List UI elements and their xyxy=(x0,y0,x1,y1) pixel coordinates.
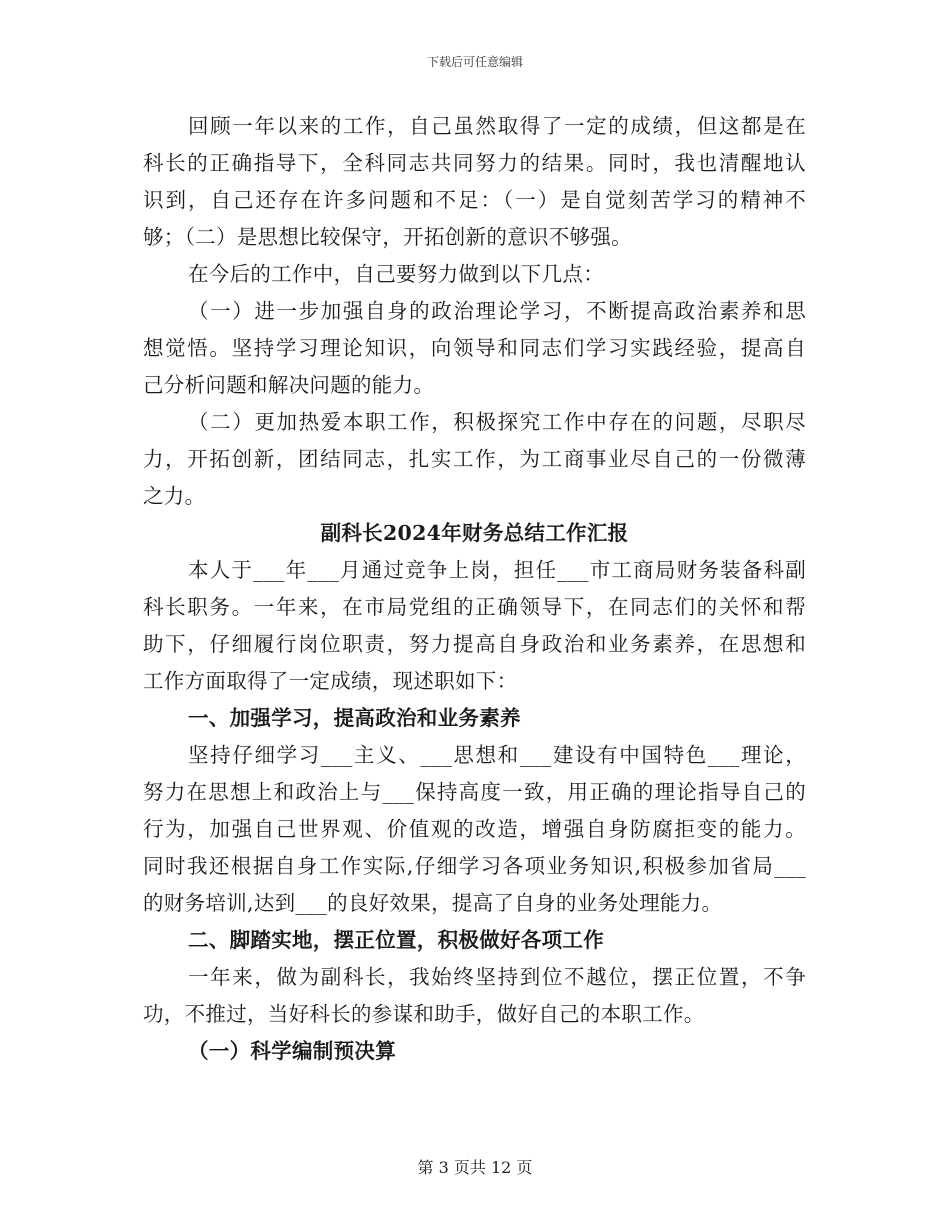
text-line: 科长职务。一年来，在市局党组的正确领导下，在同志们的关怀和帮 xyxy=(143,595,806,619)
section-title: 副科长2024年财务总结工作汇报 xyxy=(320,521,629,545)
text-line: 本人于___年___月通过竞争上岗，担任___市工商局财务装备科副 xyxy=(188,558,806,582)
text-line: 同时我还根据自身工作实际,仔细学习各项业务知识,积极参加省局___ xyxy=(143,854,806,878)
document-body xyxy=(143,108,806,1070)
text-line: 一年来，做为副科长，我始终坚持到位不越位，摆正位置，不争 xyxy=(188,965,806,989)
text-line: 力，开拓创新，团结同志，扎实工作，为工商事业尽自己的一份微薄 xyxy=(143,447,806,471)
text-line: 坚持仔细学习___主义、___思想和___建设有中国特色___理论， xyxy=(188,743,806,767)
section-heading: 二、脚踏实地，摆正位置，积极做好各项工作 xyxy=(188,928,604,952)
text-line: 识到，自己还存在许多问题和不足：（一）是自觉刻苦学习的精神不 xyxy=(143,188,806,212)
text-line: 行为，加强自己世界观、价值观的改造，增强自身防腐拒变的能力。 xyxy=(143,817,806,841)
section-heading: 一、加强学习，提高政治和业务素养 xyxy=(188,706,521,730)
page-header: 下载后可任意编辑 xyxy=(426,55,523,69)
page-footer: 第 3 页共 12 页 xyxy=(417,1158,533,1177)
text-line: 的财务培训,达到___的良好效果，提高了自身的业务处理能力。 xyxy=(143,891,723,915)
text-line: （一）进一步加强自身的政治理论学习，不断提高政治素养和思 xyxy=(188,299,806,323)
text-line: 回顾一年以来的工作，自己虽然取得了一定的成绩，但这都是在 xyxy=(188,114,806,138)
text-line: 之力。 xyxy=(143,484,206,508)
section-heading: （一）科学编制预决算 xyxy=(188,1039,396,1063)
text-line: 己分析问题和解决问题的能力。 xyxy=(143,373,435,397)
text-line: 助下，仔细履行岗位职责，努力提高自身政治和业务素养，在思想和 xyxy=(143,632,806,656)
text-line: 努力在思想上和政治上与___保持高度一致，用正确的理论指导自己的 xyxy=(143,780,806,804)
text-line: 在今后的工作中，自己要努力做到以下几点： xyxy=(188,262,604,286)
text-line: （二）更加热爱本职工作，积极探究工作中存在的问题，尽职尽 xyxy=(188,410,806,434)
text-line: 功，不推过，当好科长的参谋和助手，做好自己的本职工作。 xyxy=(143,1002,705,1026)
text-line: 科长的正确指导下，全科同志共同努力的结果。同时，我也清醒地认 xyxy=(143,151,806,175)
text-line: 想觉悟。坚持学习理论知识，向领导和同志们学习实践经验，提高自 xyxy=(143,336,806,360)
text-line: 工作方面取得了一定成绩，现述职如下： xyxy=(143,669,518,693)
text-line: 够；（二）是思想比较保守，开拓创新的意识不够强。 xyxy=(143,225,632,249)
